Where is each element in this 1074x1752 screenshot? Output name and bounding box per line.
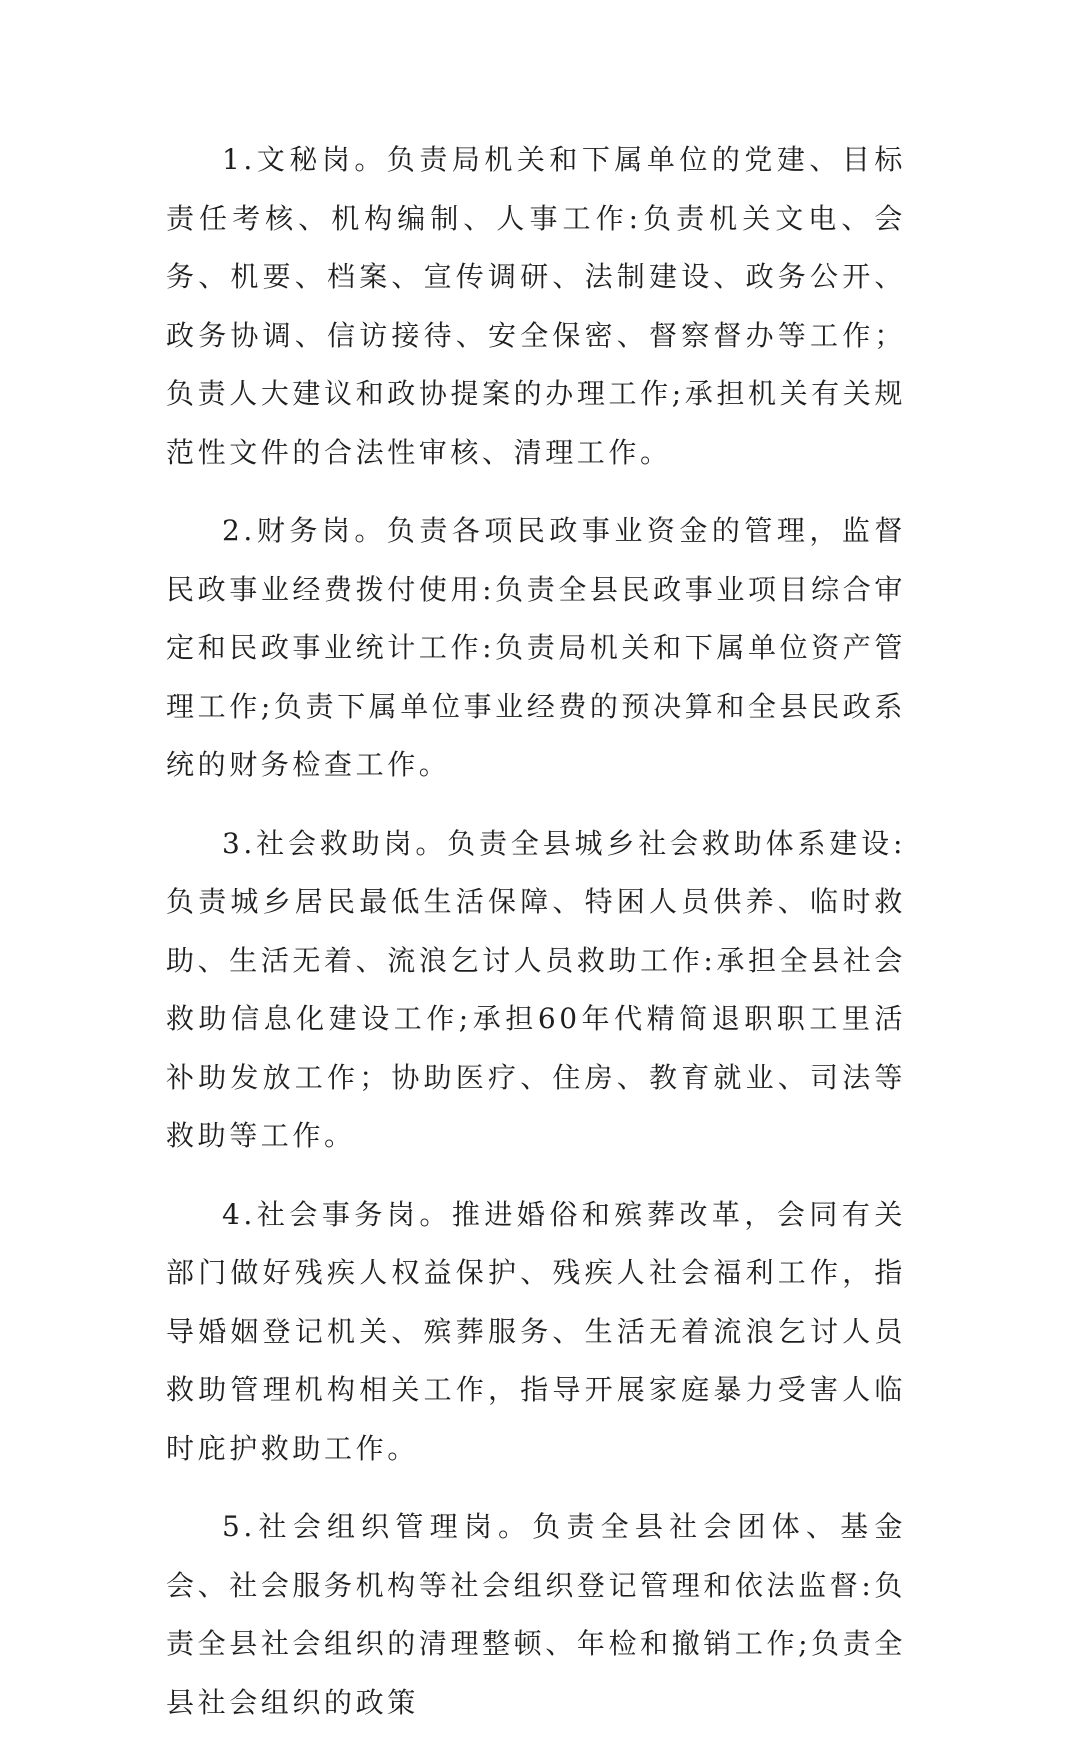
paragraph-social-organization-post: 5.社会组织管理岗。负责全县社会团体、基金会、社会服务机构等社会组织登记管理和依法监督:负责全县社会组织的清理整顿、年检和撤销工作;负责全县社会组织的政策 (166, 1510, 906, 1719)
paragraph-finance-post: 2.财务岗。负责各项民政事业资金的管理，监督民政事业经费拨付使用:负责全县民政事业项目综合审定和民政事业统计工作:负责局机关和下属单位资产管理工作;负责下属单位事业经费的预决算和全县民政系统的财务检查工作。 (166, 514, 906, 781)
paragraph-secretary-post: 1.文秘岗。负责局机关和下属单位的党建、目标责任考核、机构编制、人事工作:负责机关文电、会务、机要、档案、宣传调研、法制建设、政务公开、政务协调、信访接待、安全保密、督察督办等工作；负责人大建议和政协提案的办理工作;承担机关有关规范性文件的合法性审核、清理工作。 (166, 143, 906, 469)
document-page (166, 131, 906, 1752)
paragraph-social-assistance-post: 3.社会救助岗。负责全县城乡社会救助体系建设:负责城乡居民最低生活保障、特困人员供养、临时救助、生活无着、流浪乞讨人员救助工作:承担全县社会救助信息化建设工作;承担60年代精简退职职工里活补助发放工作；协助医疗、住房、教育就业、司法等救助等工作。 (166, 826, 906, 1152)
paragraph-social-affairs-post: 4.社会事务岗。推进婚俗和殡葬改革，会同有关部门做好残疾人权益保护、残疾人社会福利工作，指导婚姻登记机关、殡葬服务、生活无着流浪乞讨人员救助管理机构相关工作，指导开展家庭暴力受害人临时庇护救助工作。 (166, 1197, 906, 1465)
